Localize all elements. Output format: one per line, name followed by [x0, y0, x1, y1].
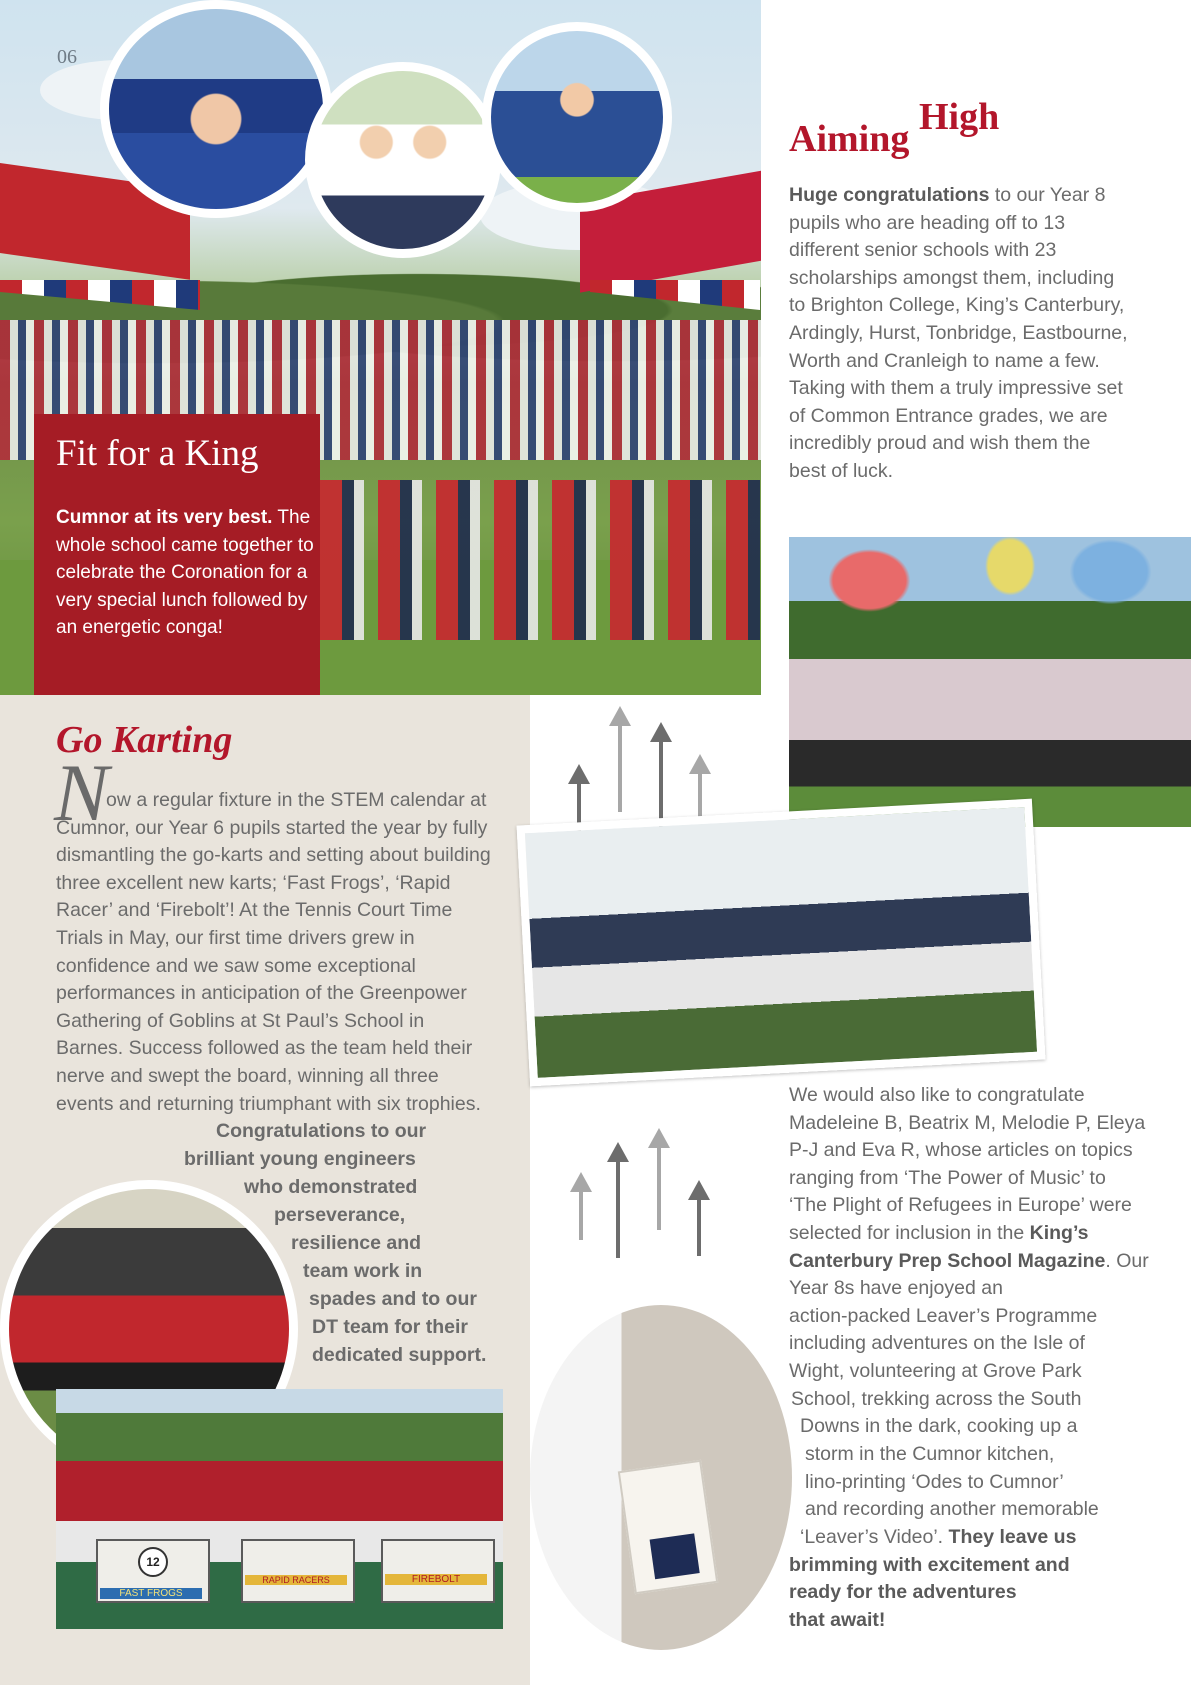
two-teachers-costume-photo: [305, 62, 501, 258]
fit-lead-bold: Cumnor at its very best.: [56, 507, 273, 528]
leavers-line: and recording another memorable: [805, 1498, 1099, 1520]
aiming-word: Aiming: [789, 118, 910, 160]
go-karting-bold-line: team work in: [303, 1260, 423, 1282]
leavers-line: Wight, volunteering at Grove Park: [789, 1360, 1082, 1382]
leavers-line: [800, 1524, 1076, 1552]
kart-rapid-racers: [241, 1539, 355, 1603]
go-karting-bold-line: resilience and: [291, 1232, 422, 1254]
leavers-line: Downs in the dark, cooking up a: [800, 1415, 1078, 1437]
closing-bold-line: brimming with excitement and: [789, 1554, 1070, 1576]
closing-bold-line: ready for the adventures: [789, 1581, 1017, 1603]
go-karting-title: Go Karting: [56, 719, 233, 761]
go-karting-bold-line: dedicated support.: [312, 1344, 487, 1366]
go-karting-bold-line: DT team for their: [312, 1316, 469, 1338]
kart-plate-label: FAST FROGS: [100, 1588, 202, 1599]
page-number: 06: [57, 46, 77, 68]
fit-body: The whole school came together to celebrate the Coronation for a very special lunch followed by an energetic conga!: [56, 507, 314, 638]
fit-for-a-king-text: [56, 504, 316, 642]
lino-print-artwork: [618, 1460, 718, 1594]
teacher-red-hat-photo: [482, 22, 672, 212]
magazine-name: King’s Canterbury Prep School Magazine: [789, 1221, 1106, 1272]
arrow-up-icon: [579, 1178, 583, 1240]
year8-leavers-group-photo: [517, 799, 1046, 1087]
high-word: High: [919, 96, 1000, 138]
leavers-video: ‘Leaver’s Video’.: [800, 1526, 944, 1548]
lino-printing-photo: [530, 1305, 792, 1650]
leavers-line: lino-printing ‘Odes to Cumnor’: [805, 1471, 1064, 1493]
kart-plate-label: RAPID RACERS: [245, 1575, 347, 1585]
arrow-up-icon: [697, 1186, 701, 1256]
kart-number: 12: [138, 1547, 168, 1577]
arrow-up-icon: [698, 760, 702, 820]
arrow-up-icon: [618, 712, 622, 812]
go-karting-bold-line: brilliant young engineers: [184, 1148, 416, 1170]
congratulations-text: [789, 1082, 1149, 1303]
congratulations-body-2: . Our Year 8s have enjoyed an: [789, 1249, 1149, 1300]
congratulations-body-1: We would also like to congratulate Madeleine B, Beatrix M, Melodie P, Eleya P-J and Eva R, whose articles on topics ranging from ‘The Power of Music’ to ‘The Plight of Refugees in Europe’ were selected for inclusion in the: [789, 1084, 1146, 1244]
go-karting-bold-line: who demonstrated: [244, 1176, 418, 1198]
kart-plate-label: FIREBOLT: [385, 1574, 487, 1585]
arrow-up-icon: [657, 1134, 661, 1230]
colour-powder-group-photo: [789, 537, 1191, 827]
aiming-body: to our Year 8 pupils who are heading off to 13 different senior schools with 23 scholarships amongst them, including to Brighton College, King’s Canterbury, Ardingly, Hurst, Tonbridge, Eastbourne, Worth and Cranleigh to name a few. Taking with them a truly impressive set of Common Entrance grades, we are incredibly proud and wish them the best of luck.: [789, 184, 1128, 482]
aiming-high-text: [789, 182, 1129, 486]
leavers-line: action-packed Leaver’s Programme: [789, 1305, 1098, 1327]
go-karting-text: [56, 787, 496, 1118]
drop-cap: N: [54, 747, 109, 838]
fit-for-a-king-title: Fit for a King: [56, 433, 259, 474]
closing-bold-line: that await!: [789, 1609, 886, 1631]
leave-us-bold: They leave us: [943, 1526, 1077, 1548]
leavers-line: School, trekking across the South: [791, 1388, 1082, 1410]
go-karting-bold-line: spades and to our: [309, 1288, 477, 1310]
go-karting-bold-line: Congratulations to our: [216, 1120, 427, 1142]
leavers-line: including adventures on the Isle of: [789, 1332, 1085, 1354]
boy-in-union-jack-hat-photo: [100, 0, 332, 218]
go-karts-photo: [56, 1389, 503, 1629]
go-karting-bold-line: perseverance,: [274, 1204, 406, 1226]
go-karting-body: ow a regular fixture in the STEM calendar at Cumnor, our Year 6 pupils started the year by fully dismantling the go-karts and setting about building three excellent new karts; ‘Fast Frogs’, ‘Rapid Racer’ and ‘Firebolt’! At the Tennis Court Time Trials in May, our first time drivers grew in confidence and we saw some exceptional performances in anticipation of the Greenpower Gathering of Goblins at St Paul’s School in Barnes. Success followed as the team held their nerve and swept the board, winning all three events and returning triumphant with six trophies.: [56, 789, 491, 1115]
kart-fast-frogs: [96, 1539, 210, 1603]
leavers-line: storm in the Cumnor kitchen,: [805, 1443, 1055, 1465]
aiming-lead-bold: Huge congratulations: [789, 184, 990, 206]
kart-firebolt: [381, 1539, 495, 1603]
arrow-up-icon: [616, 1148, 620, 1258]
